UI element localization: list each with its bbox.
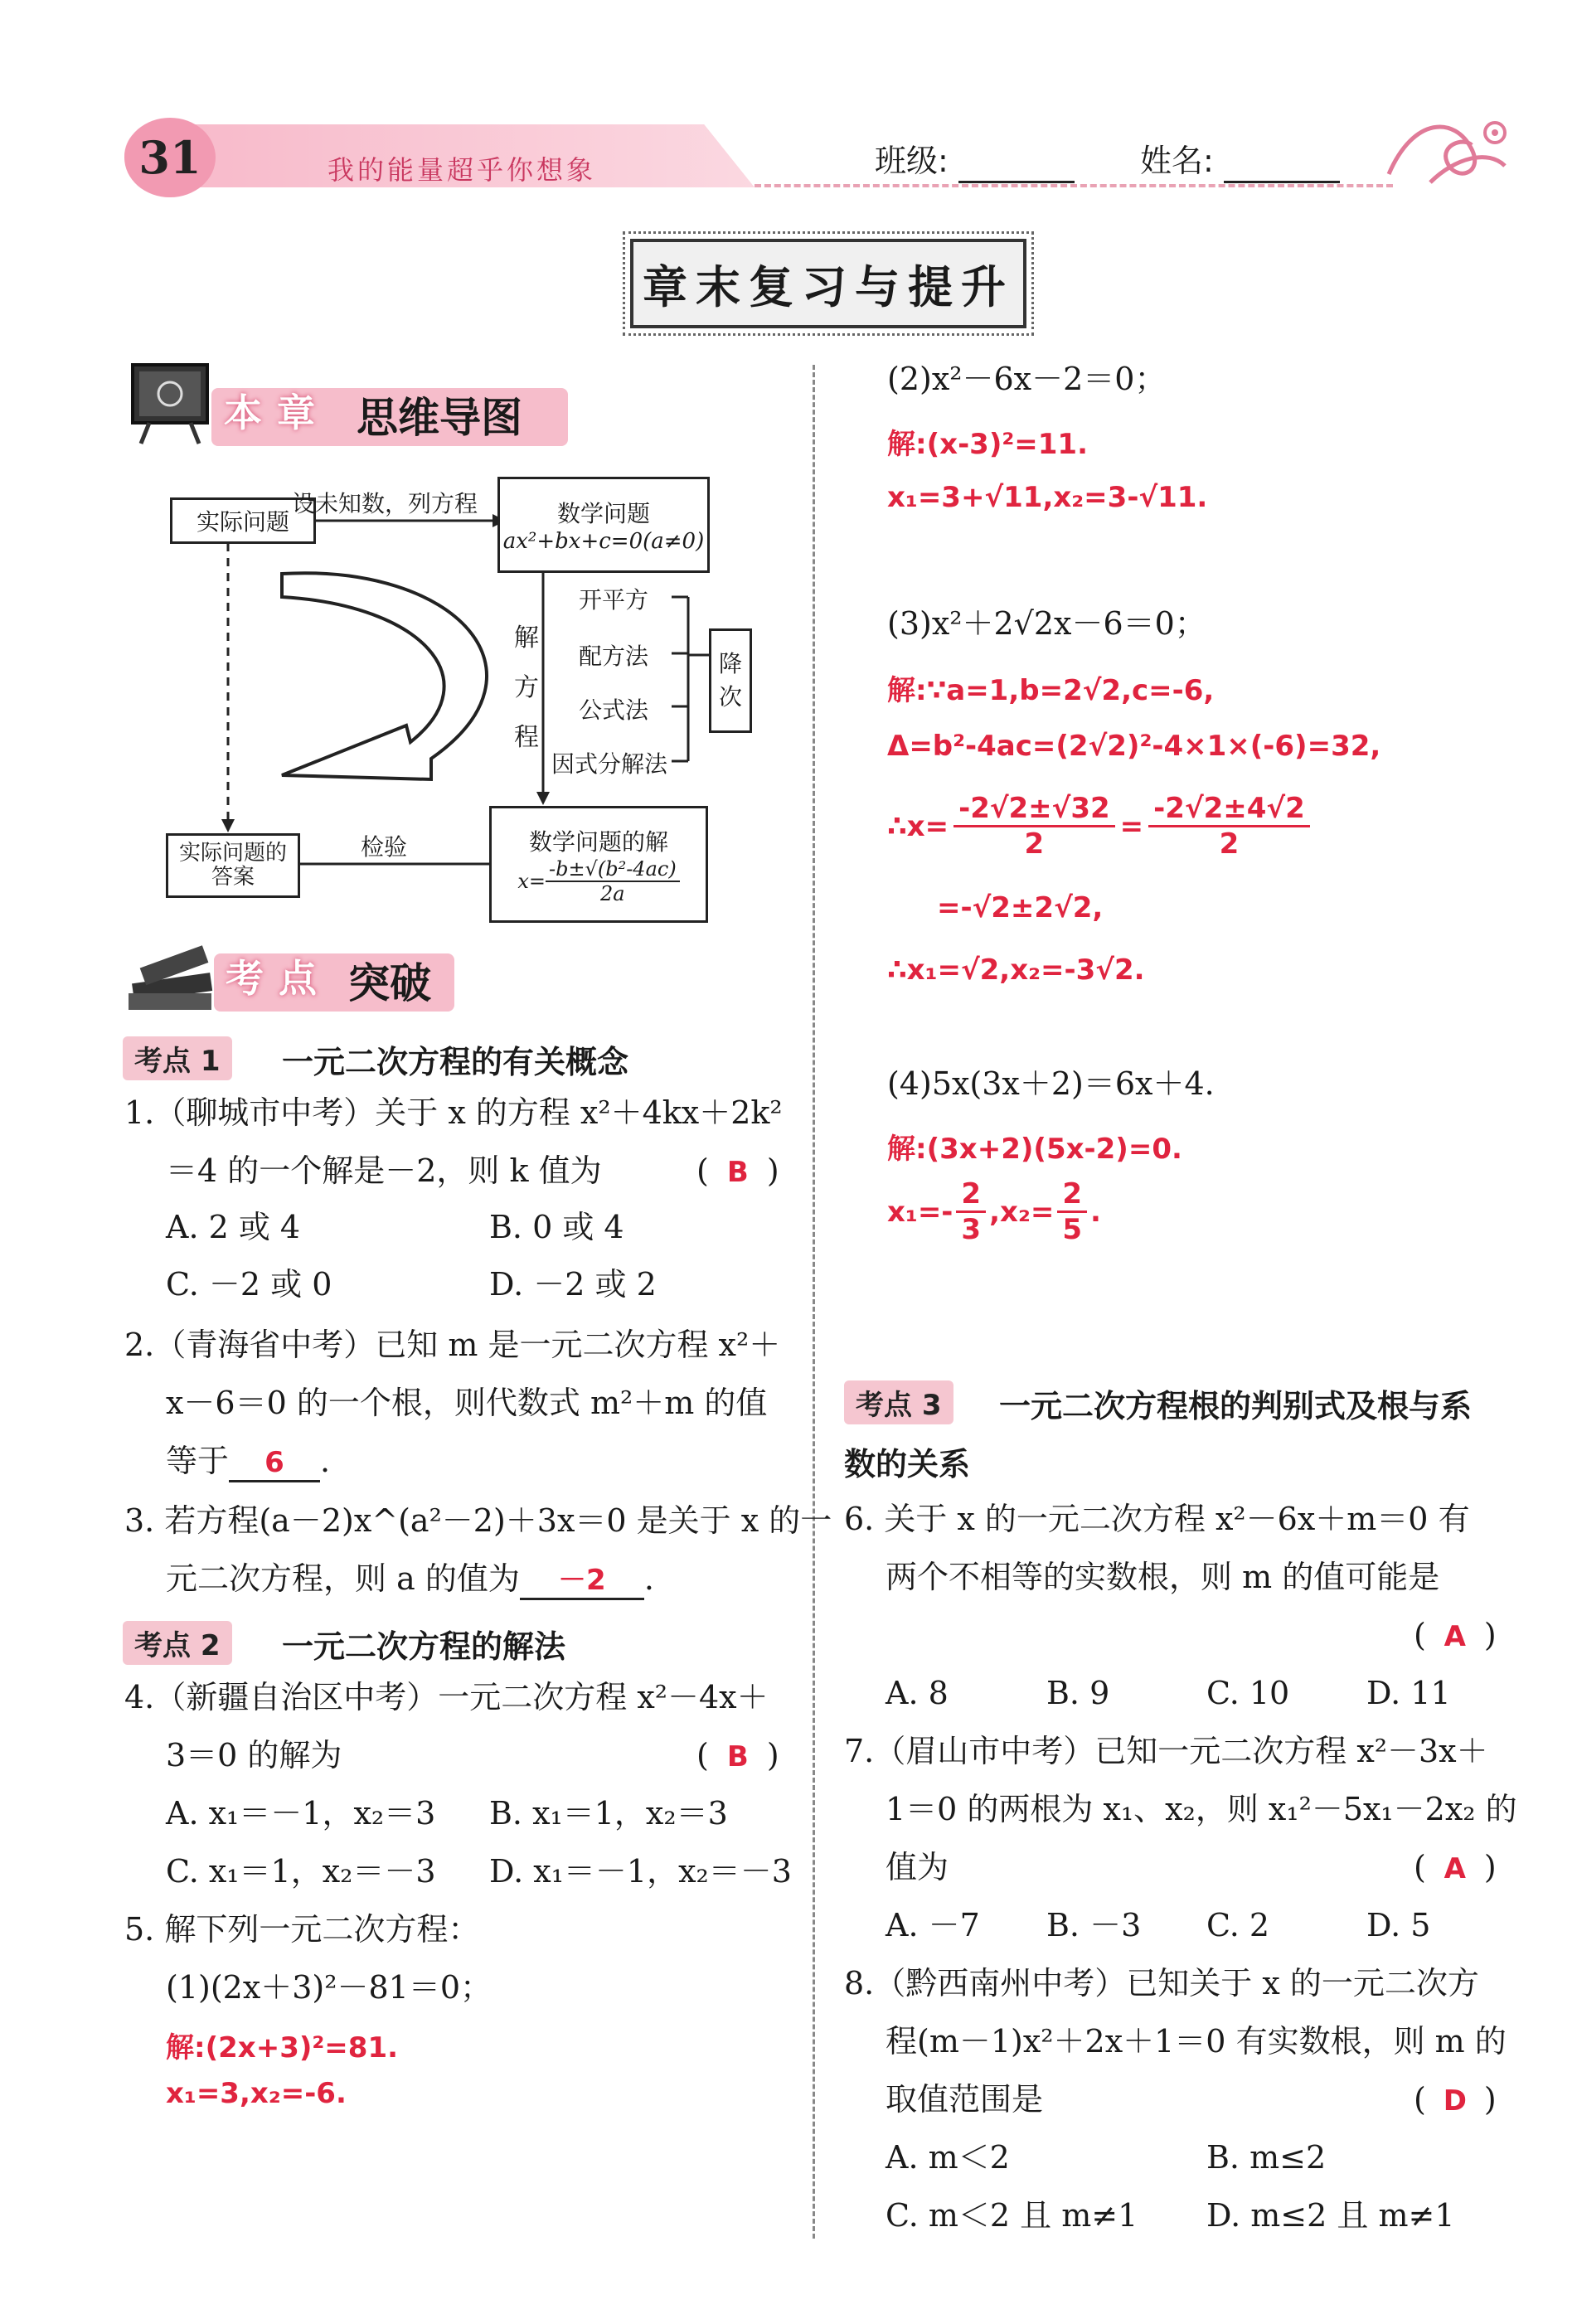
method-formula: 公式法 [579, 696, 649, 724]
q4-opt-a[interactable]: A. x₁＝－1，x₂＝3 [166, 1795, 436, 1832]
header-dash-line [755, 184, 1393, 187]
check-label: 检验 [361, 833, 408, 861]
books-icon [120, 937, 220, 1016]
q4-line2: 3＝0 的解为 [166, 1737, 342, 1773]
kd3-title-line2: 数的关系 [844, 1446, 971, 1482]
formula-prefix: x= [517, 869, 546, 893]
blackboard-icon [124, 357, 216, 448]
q5-p3-frac1-num: -2√2±√32 [953, 792, 1115, 827]
q3-line2: 元二次方程，则 a 的值为 －2 . [166, 1560, 654, 1600]
q3-answer[interactable]: －2 [520, 1564, 644, 1600]
decorative-flourish-icon [1380, 99, 1513, 199]
q5-p2-sol2: x₁=3+√11,x₂=3-√11. [887, 481, 1208, 514]
q8-line3: 取值范围是 [886, 2081, 1044, 2118]
q6-answer[interactable]: A [1444, 1620, 1466, 1653]
q5-p1: (1)(2x＋3)²－81＝0； [166, 1969, 493, 2006]
q6-opt-a[interactable]: A. 8 [886, 1675, 949, 1711]
q5-p3-sol3 [887, 792, 1310, 861]
name-field [1140, 143, 1340, 183]
name-input-line[interactable] [1224, 143, 1340, 183]
name-label: 姓名: [1140, 143, 1214, 179]
real-problem-label: 实际问题 [196, 508, 289, 536]
box-math-problem [497, 477, 710, 573]
q5-p4-sol1: 解:(3x+2)(5x-2)=0. [887, 1133, 1182, 1166]
q1-opt-b[interactable]: B. 0 或 4 [489, 1209, 624, 1245]
q6-opt-c[interactable]: C. 10 [1206, 1675, 1290, 1711]
q2-line1: 2.（青海省中考）已知 m 是一元二次方程 x²＋ [124, 1327, 781, 1363]
q2-answer[interactable]: 6 [229, 1446, 320, 1482]
q1-line1: 1.（聊城市中考）关于 x 的方程 x²＋4kx＋2k² [124, 1094, 783, 1131]
math-problem-equation: ax²+bx+c=0(a≠0) [502, 529, 705, 554]
arrow-label-set-unknown: 设未知数，列方程 [292, 490, 478, 517]
q5-p3-sol5: ∴x₁=√2,x₂=-3√2. [887, 953, 1145, 987]
q5-p4-end: . [1090, 1195, 1101, 1229]
q8-opt-b[interactable]: B. m≤2 [1206, 2139, 1327, 2176]
kd2-title: 一元二次方程的解法 [282, 1628, 566, 1665]
q6-answer-bracket: ( A ) [1414, 1617, 1497, 1653]
real-answer-label: 实际问题的答案 [178, 841, 287, 890]
q8-line2: 程(m－1)x²＋2x＋1＝0 有实数根，则 m 的 [886, 2023, 1507, 2060]
q5-p3-sol2: Δ=b²-4ac=(2√2)²-4×1×(-6)=32, [887, 730, 1381, 763]
column-divider [813, 365, 815, 2239]
box-math-solution [489, 806, 708, 923]
q5-p2: (2)x²－6x－2＝0； [887, 361, 1167, 397]
q7-opt-a[interactable]: A. －7 [886, 1907, 980, 1943]
kd1-title: 一元二次方程的有关概念 [282, 1044, 629, 1080]
q7-opt-b[interactable]: B. －3 [1046, 1907, 1142, 1943]
formula-numerator: -b±√(b²-4ac) [546, 857, 680, 882]
q7-line2: 1＝0 的两根为 x₁、x₂，则 x₁²－5x₁－2x₂ 的 [886, 1791, 1517, 1827]
q5-p3-frac2 [1148, 792, 1310, 861]
q4-opt-d[interactable]: D. x₁＝－1，x₂＝－3 [489, 1853, 792, 1890]
header-slogan: 我的能量超乎你想象 [328, 154, 597, 186]
q5-p4-frac2-num: 2 [1057, 1177, 1087, 1213]
q4-opt-c[interactable]: C. x₁＝1，x₂＝－3 [166, 1853, 436, 1890]
q5-p4-sol2-prefix: x₁=- [887, 1195, 953, 1229]
q1-opt-a[interactable]: A. 2 或 4 [166, 1209, 301, 1245]
q1-line2: ＝4 的一个解是－2，则 k 值为 [166, 1152, 602, 1189]
method-square-root: 开平方 [579, 586, 649, 614]
q5-p3-sol4: =-√2±2√2, [937, 891, 1104, 924]
q5-p3-frac1 [953, 792, 1115, 861]
q5-p3: (3)x²＋2√2x－6＝0； [887, 605, 1206, 642]
kd2-badge: 考点 2 [123, 1621, 232, 1665]
q2-line3-prefix: 等于 [166, 1443, 230, 1479]
reduce-degree-label: 降次 [718, 650, 742, 711]
q6-opt-d[interactable]: D. 11 [1366, 1675, 1451, 1711]
q3-line1: 3. 若方程(a－2)x^(a²－2)＋3x＝0 是关于 x 的一 [124, 1502, 832, 1539]
q7-line1: 7.（眉山市中考）已知一元二次方程 x²－3x＋ [844, 1733, 1488, 1769]
q7-line3: 值为 [886, 1849, 949, 1885]
box-real-answer [166, 833, 300, 898]
q6-line2: 两个不相等的实数根，则 m 的值可能是 [886, 1559, 1440, 1595]
quadratic-formula [517, 857, 679, 905]
q5-p4-mid: ,x₂= [989, 1195, 1055, 1229]
q7-answer[interactable]: A [1444, 1852, 1466, 1885]
q7-opt-d[interactable]: D. 5 [1366, 1907, 1431, 1943]
method-factoring: 因式分解法 [551, 750, 668, 778]
q8-line1: 8.（黔西南州中考）已知关于 x 的一元二次方 [844, 1965, 1479, 2001]
chapter-title: 章末复习与提升 [643, 260, 1014, 313]
q1-answer-bracket: ( B ) [696, 1152, 779, 1189]
q5-p3-sol3-prefix: ∴x= [887, 809, 949, 843]
q8-opt-d[interactable]: D. m≤2 且 m≠1 [1206, 2197, 1455, 2234]
q5-p1-sol2: x₁=3,x₂=-6. [166, 2077, 347, 2110]
class-field [875, 143, 1075, 183]
q5-intro: 5. 解下列一元二次方程： [124, 1911, 480, 1948]
page-number: 31 [138, 131, 201, 184]
mindmap-heading-circles: 本章 [224, 391, 330, 435]
q4-answer-bracket: ( B ) [696, 1737, 779, 1773]
q8-answer-bracket: ( D ) [1414, 2081, 1497, 2118]
class-input-line[interactable] [958, 143, 1075, 183]
q2-line3: 等于 6 . [166, 1443, 330, 1482]
q5-p3-frac2-den: 2 [1219, 827, 1240, 861]
q5-p3-frac1-den: 2 [1024, 827, 1045, 861]
q3-line2-prefix: 元二次方程，则 a 的值为 [166, 1560, 520, 1597]
q5-p3-eq: = [1119, 809, 1144, 843]
q5-p2-sol1: 解:(x-3)²=11. [887, 428, 1088, 461]
q7-opt-c[interactable]: C. 2 [1206, 1907, 1270, 1943]
q5-p4-sol2 [887, 1177, 1101, 1246]
box-reduce-degree [709, 628, 752, 733]
kd3-title-line1: 一元二次方程根的判别式及根与系 [999, 1388, 1473, 1424]
q8-opt-a[interactable]: A. m＜2 [886, 2139, 1010, 2176]
q5-p3-sol1: 解:∵a=1,b=2√2,c=-6, [887, 674, 1215, 707]
q5-p4-frac2-den: 5 [1062, 1213, 1082, 1246]
q5-p4: (4)5x(3x＋2)＝6x＋4. [887, 1065, 1215, 1102]
solve-label: 解方程 [514, 623, 539, 752]
q8-answer[interactable]: D [1443, 2084, 1467, 2118]
kaodian-heading: 突破 [348, 959, 431, 1007]
mindmap-heading: 思维导图 [357, 394, 522, 442]
page-number-badge [124, 118, 216, 197]
q1-opt-d[interactable]: D. －2 或 2 [489, 1266, 657, 1303]
kd3-badge: 考点 3 [844, 1380, 953, 1424]
q5-p1-sol1: 解:(2x+3)²=81. [166, 2031, 399, 2064]
q4-opt-b[interactable]: B. x₁＝1，x₂＝3 [489, 1795, 728, 1832]
q5-p3-frac2-num: -2√2±4√2 [1148, 792, 1310, 827]
q4-answer[interactable]: B [726, 1740, 749, 1773]
chapter-title-frame [630, 239, 1026, 328]
kd1-badge: 考点 1 [123, 1036, 232, 1080]
q6-opt-b[interactable]: B. 9 [1046, 1675, 1110, 1711]
q1-opt-c[interactable]: C. －2 或 0 [166, 1266, 332, 1303]
q5-p4-frac1-den: 3 [961, 1213, 982, 1246]
q5-p4-frac1-num: 2 [956, 1177, 986, 1213]
formula-fraction [546, 857, 680, 905]
kaodian-heading-circles: 考点 [226, 956, 332, 1001]
method-completing-square: 配方法 [579, 643, 649, 670]
math-solution-label: 数学问题的解 [528, 827, 668, 856]
q6-line1: 6. 关于 x 的一元二次方程 x²－6x＋m＝0 有 [844, 1501, 1470, 1537]
q2-line2: x－6＝0 的一个根，则代数式 m²＋m 的值 [166, 1385, 768, 1421]
q5-p4-frac2 [1057, 1177, 1087, 1246]
class-label: 班级: [875, 143, 949, 179]
q1-answer[interactable]: B [726, 1156, 749, 1189]
q5-p4-frac1 [956, 1177, 986, 1246]
formula-denominator: 2a [600, 881, 625, 905]
q8-opt-c[interactable]: C. m＜2 且 m≠1 [886, 2197, 1138, 2234]
math-problem-label: 数学问题 [556, 500, 650, 527]
q4-line1: 4.（新疆自治区中考）一元二次方程 x²－4x＋ [124, 1679, 769, 1715]
q7-answer-bracket: ( A ) [1414, 1849, 1497, 1885]
